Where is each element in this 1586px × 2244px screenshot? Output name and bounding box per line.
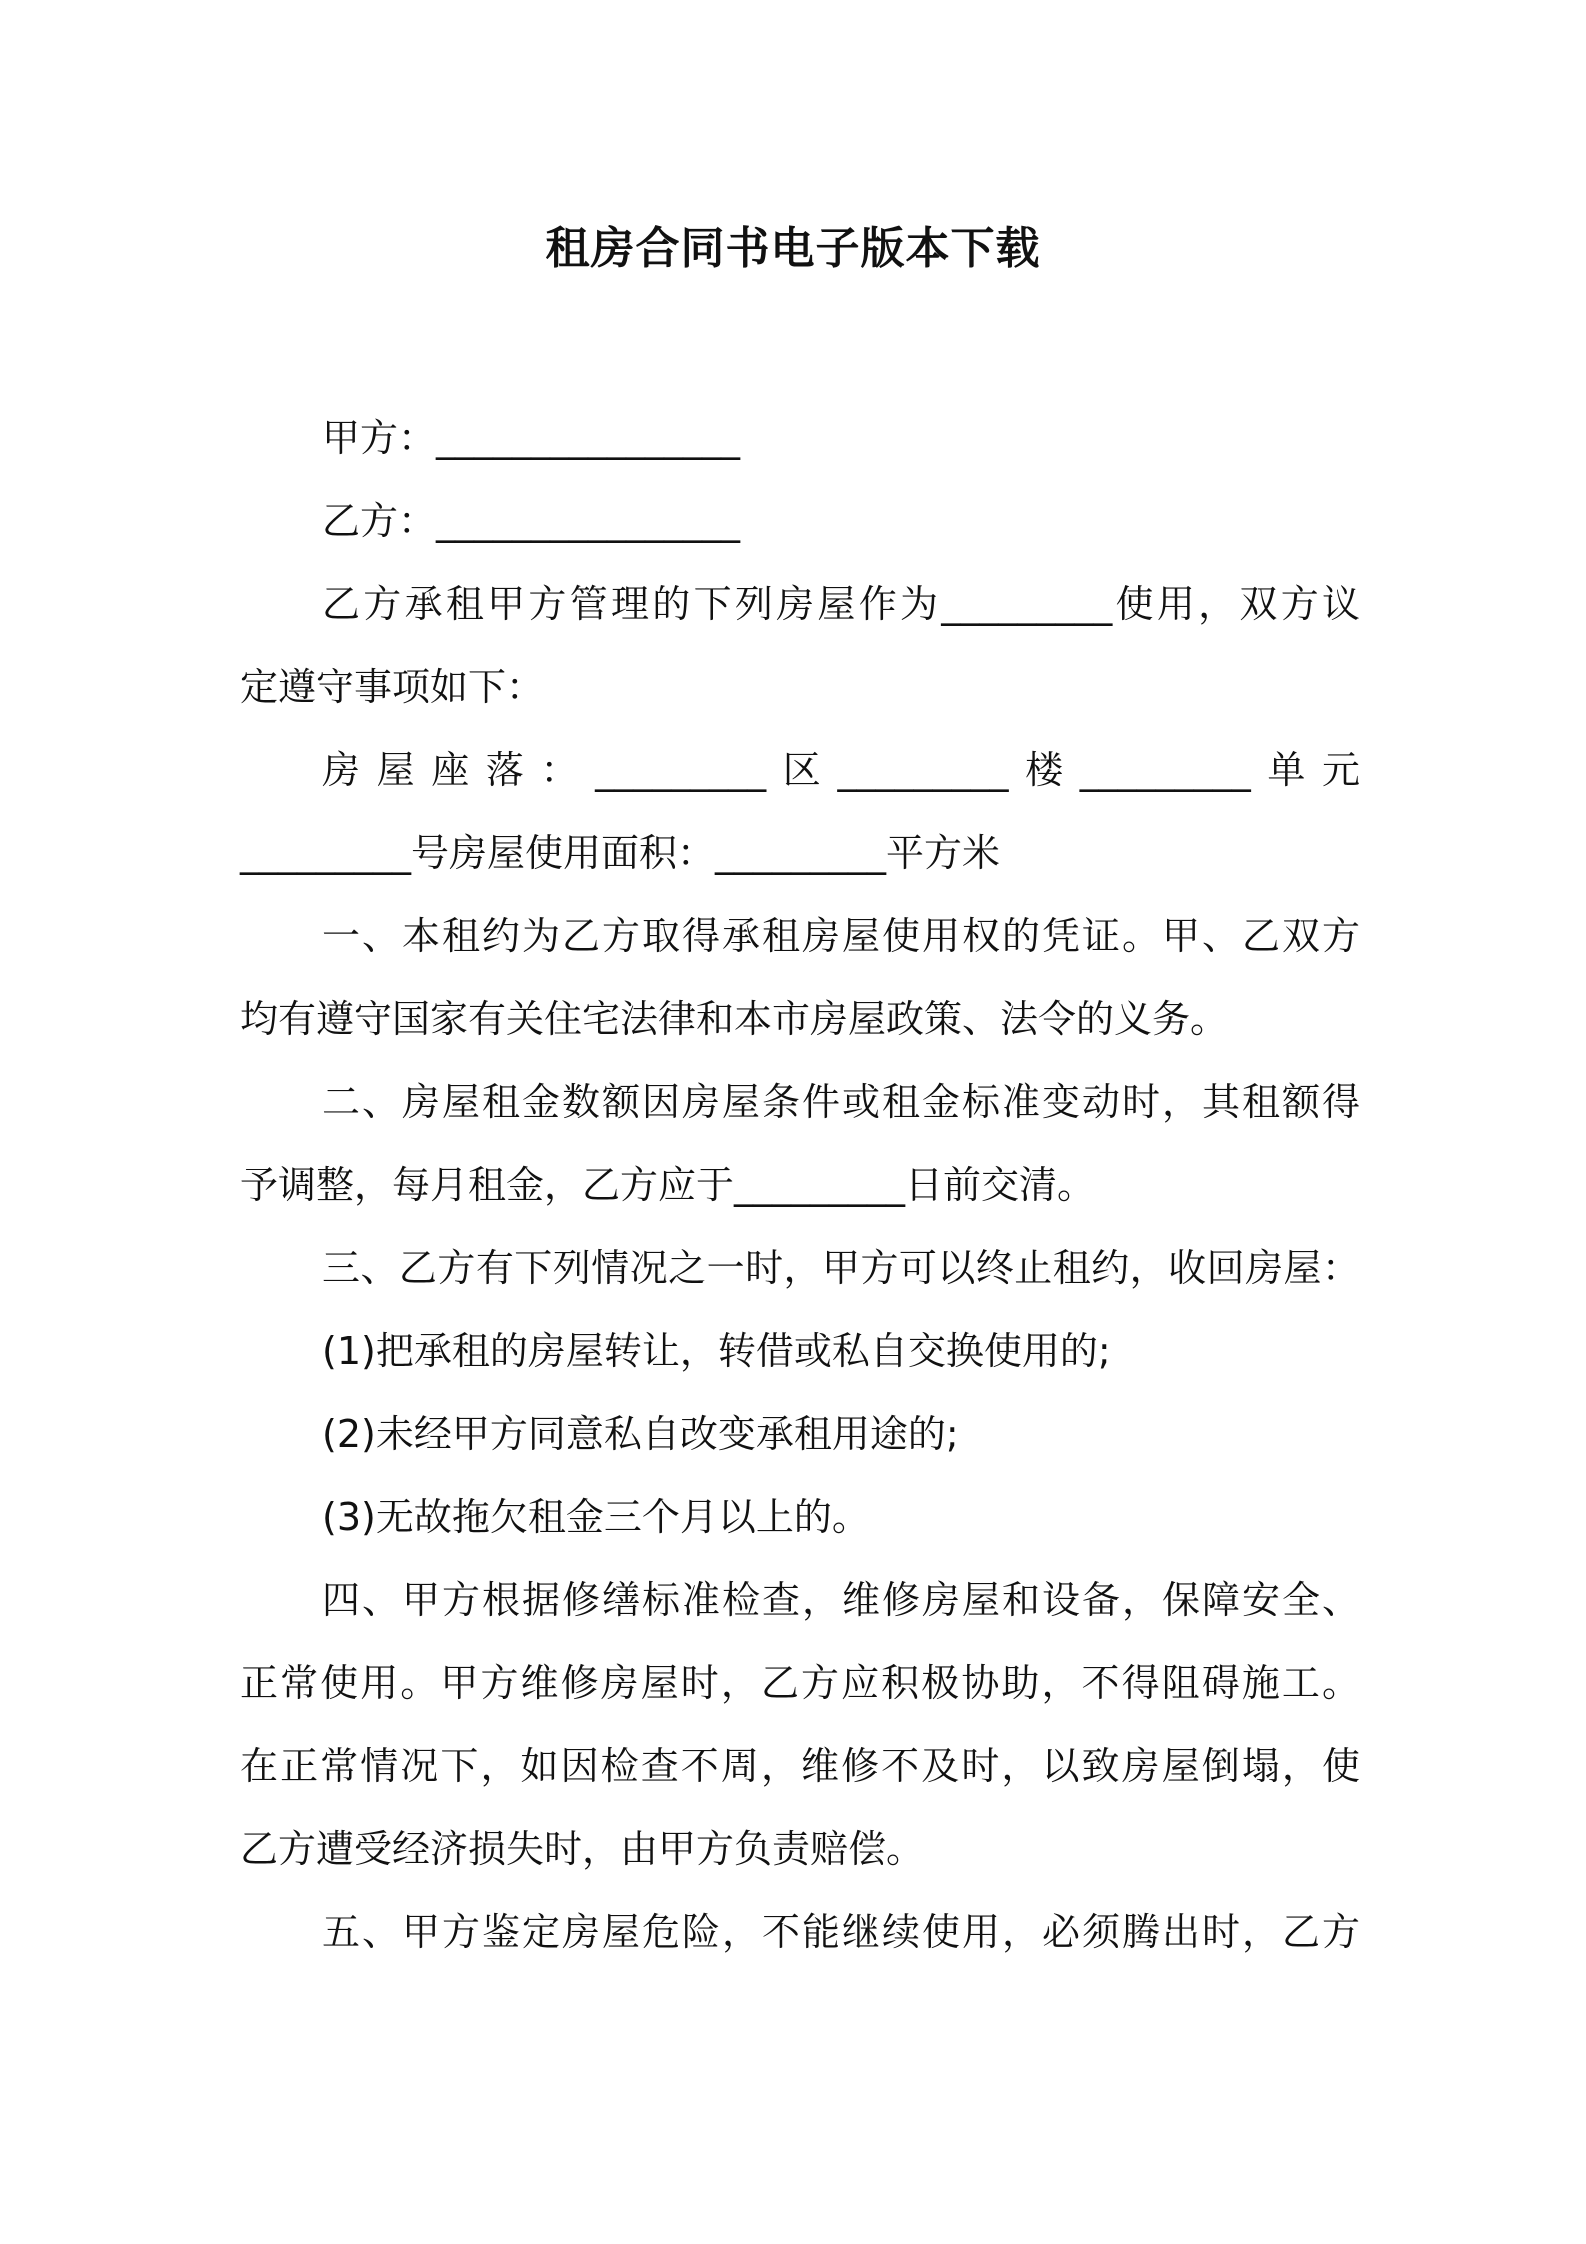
paragraph-line: 定遵守事项如下：	[240, 665, 545, 709]
clause-3-item-1: (1)把承租的房屋转让，转借或私自交换使用的;	[322, 1329, 1111, 1373]
clause-2-line: 二、房屋租金数额因房屋条件或租金标准变动时，其租额得	[322, 1080, 1360, 1124]
clause-2-line: 予调整，每月租金，乙方应于_________日前交清。	[240, 1163, 1096, 1207]
clause-1-line: 一、本租约为乙方取得承租房屋使用权的凭证。甲、乙双方	[322, 914, 1360, 958]
clause-4-line: 正常使用。甲方维修房屋时，乙方应积极协助，不得阻碍施工。	[240, 1661, 1360, 1705]
clause-1-line: 均有遵守国家有关住宅法律和本市房屋政策、法令的义务。	[240, 997, 1229, 1041]
clause-4-line: 乙方遭受经济损失时，由甲方负责赔偿。	[240, 1827, 925, 1871]
clause-3-item-2: (2)未经甲方同意私自改变承租用途的;	[322, 1412, 959, 1456]
party-b-line: 乙方：________________	[322, 499, 741, 543]
clause-4-line: 四、甲方根据修缮标准检查，维修房屋和设备，保障安全、	[322, 1578, 1360, 1622]
party-a-line: 甲方：________________	[322, 416, 741, 460]
area-line: _________号房屋使用面积：_________平方米	[240, 831, 1001, 875]
clause-3-line: 三、乙方有下列情况之一时，甲方可以终止租约，收回房屋：	[322, 1246, 1360, 1290]
document-title: 租房合同书电子版本下载	[545, 223, 1041, 274]
clause-3-item-3: (3)无故拖欠租金三个月以上的。	[322, 1495, 870, 1539]
paragraph-line: 乙方承租甲方管理的下列房屋作为_________使用，双方议	[322, 582, 1360, 626]
clause-4-line: 在正常情况下，如因检查不周，维修不及时，以致房屋倒塌，使	[240, 1744, 1360, 1788]
address-line: 房屋座落：_________区_________楼_________单元	[322, 748, 1360, 792]
clause-5-line: 五、甲方鉴定房屋危险，不能继续使用，必须腾出时，乙方	[322, 1910, 1360, 1954]
